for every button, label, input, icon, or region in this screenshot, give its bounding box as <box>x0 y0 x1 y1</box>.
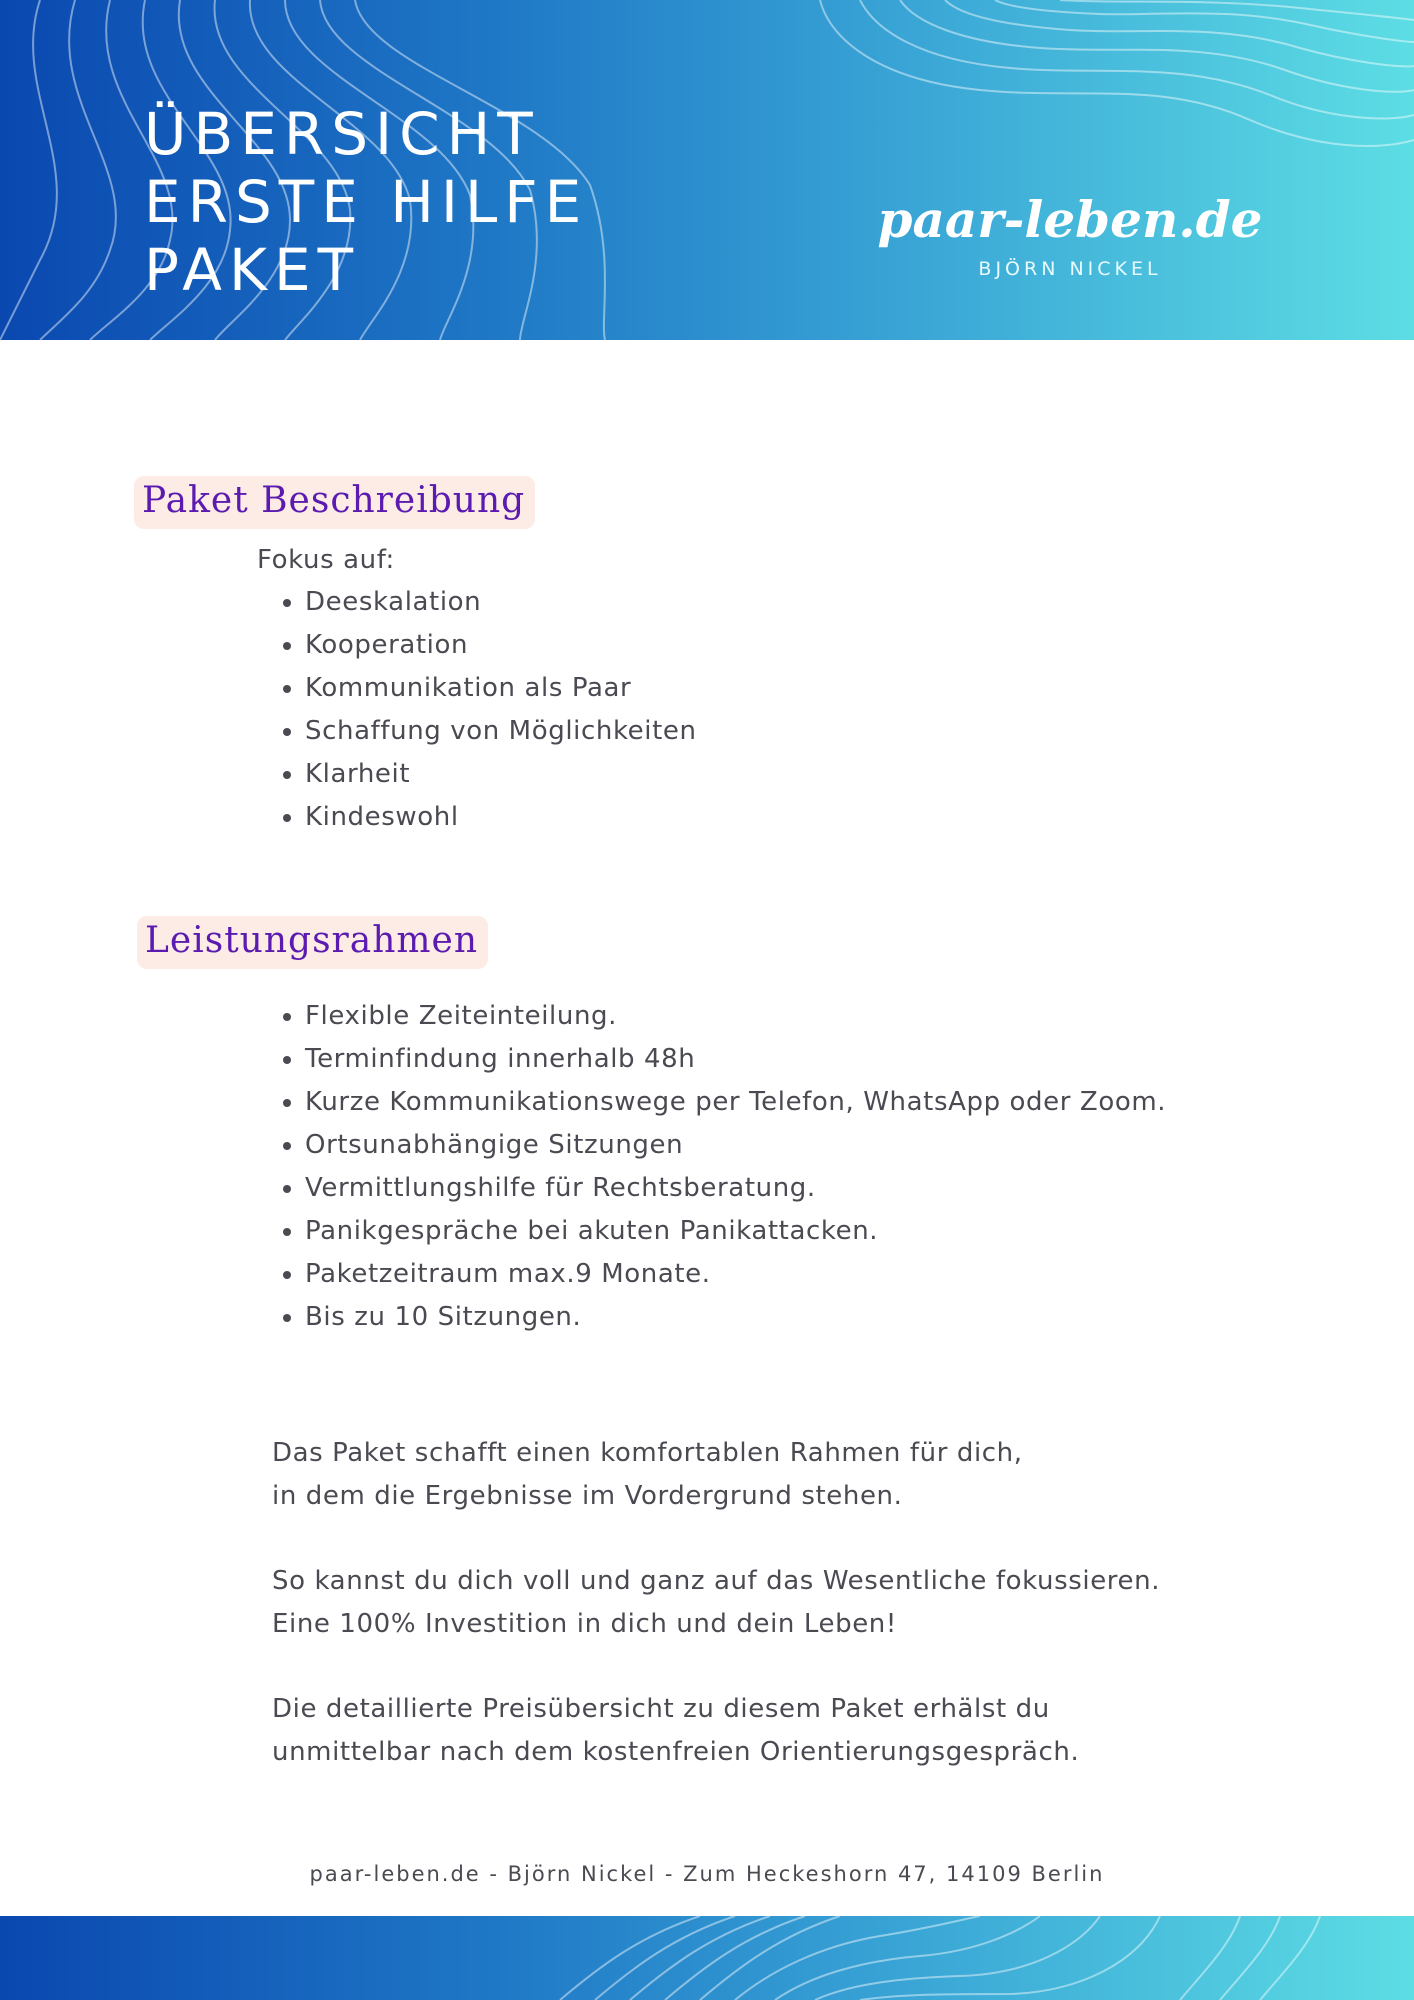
list-item: • Panikgespräche bei akuten Panikattacken. <box>305 1210 1166 1253</box>
closing-paragraph-3 <box>272 1688 1079 1774</box>
title-line-2: ERSTE HILFE <box>144 168 589 236</box>
paragraph-line: Eine 100% Investition in dich und dein Leben! <box>272 1609 897 1639</box>
title-line-3: PAKET <box>144 236 361 304</box>
footer-address: paar-leben.de - Björn Nickel - Zum Heckeshorn 47, 14109 Berlin <box>309 1862 1105 1886</box>
title-line-1: ÜBERSICHT <box>144 100 540 168</box>
list-item: • Flexible Zeiteinteilung. <box>305 995 1166 1038</box>
list-item: • Terminfindung innerhalb 48h <box>305 1038 1166 1081</box>
paragraph-line: Das Paket schafft einen komfortablen Rahmen für dich, <box>272 1438 1023 1468</box>
closing-paragraph-1 <box>272 1432 1023 1518</box>
wave-pattern-decoration <box>0 1916 1414 2000</box>
paragraph-line: in dem die Ergebnisse im Vordergrund stehen. <box>272 1481 903 1511</box>
footer-banner <box>0 1916 1414 2000</box>
focus-intro: Fokus auf: <box>257 545 395 575</box>
section-heading-scope: Leistungsrahmen <box>137 916 488 969</box>
list-item: • Kurze Kommunikationswege per Telefon, WhatsApp oder Zoom. <box>305 1081 1166 1124</box>
list-item: • Ortsunabhängige Sitzungen <box>305 1124 1166 1167</box>
header-banner <box>0 0 1414 340</box>
brand-subtitle: BJÖRN NICKEL <box>978 258 1162 280</box>
list-item: • Kooperation <box>305 624 697 667</box>
list-item: • Bis zu 10 Sitzungen. <box>305 1296 1166 1339</box>
list-item: • Vermittlungshilfe für Rechtsberatung. <box>305 1167 1166 1210</box>
paragraph-line: So kannst du dich voll und ganz auf das Wesentliche fokussieren. <box>272 1566 1161 1596</box>
paragraph-line: Die detaillierte Preisübersicht zu diesem Paket erhälst du <box>272 1694 1050 1724</box>
section-heading-description: Paket Beschreibung <box>134 476 535 529</box>
paragraph-line: unmittelbar nach dem kostenfreien Orientierungsgespräch. <box>272 1737 1080 1767</box>
closing-paragraph-2 <box>272 1560 1160 1646</box>
list-item: • Klarheit <box>305 753 697 796</box>
document-title <box>144 100 588 304</box>
scope-list <box>270 995 1166 1339</box>
list-item: • Kindeswohl <box>305 796 697 839</box>
list-item: • Deeskalation <box>305 581 697 624</box>
list-item: • Kommunikation als Paar <box>305 667 697 710</box>
brand-name: paar-leben.de <box>877 190 1263 249</box>
list-item: • Paketzeitraum max.9 Monate. <box>305 1253 1166 1296</box>
list-item: • Schaffung von Möglichkeiten <box>305 710 697 753</box>
focus-list <box>270 581 697 839</box>
brand-logo <box>870 190 1270 280</box>
